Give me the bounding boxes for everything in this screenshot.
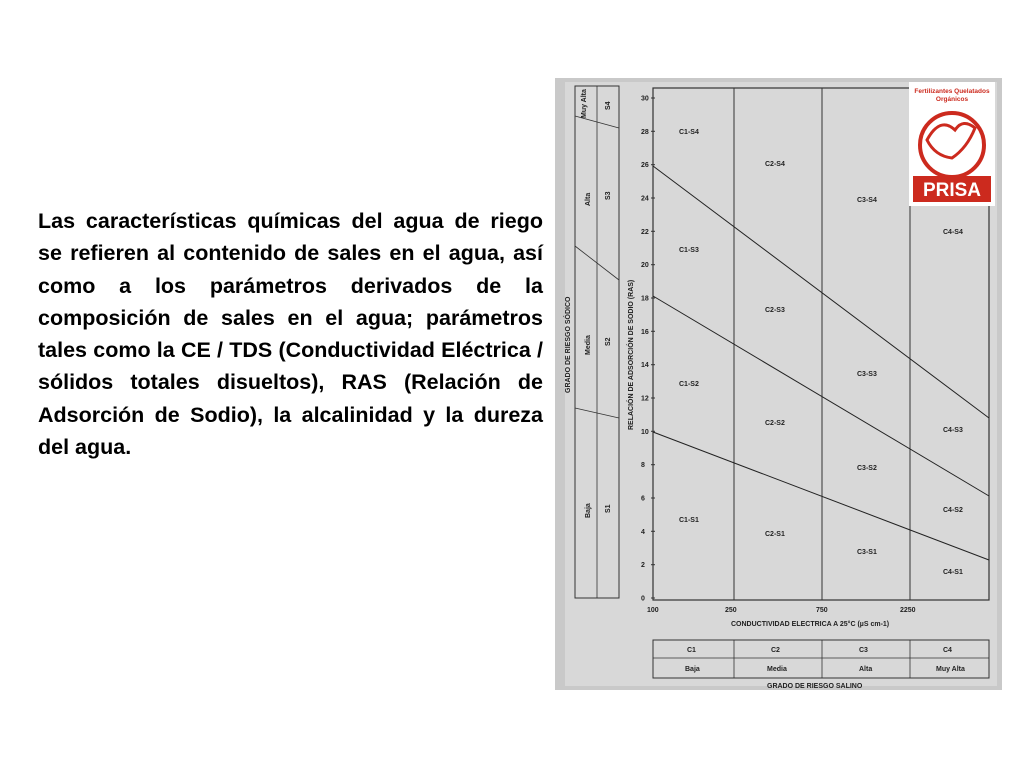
region-c1-s3: C1-S3 bbox=[679, 247, 699, 254]
saline-grade-c4: Muy Alta bbox=[936, 666, 965, 673]
y-tick-14: 14 bbox=[641, 362, 649, 370]
sodium-code-3: S2 bbox=[605, 337, 612, 346]
saline-code-c4: C4 bbox=[943, 647, 952, 654]
region-c1-s1: C1-S1 bbox=[679, 517, 699, 524]
y-tick-22: 22 bbox=[641, 228, 649, 236]
y-tick-2: 2 bbox=[641, 562, 645, 570]
region-c2-s2: C2-S2 bbox=[765, 420, 785, 427]
y-axis-label: RELACIÓN DE ADSORCIÓN DE SODIO (RAS) bbox=[628, 279, 635, 430]
sodium-grade-1: Muy Alta bbox=[581, 89, 588, 118]
salinity-sodicity-diagram bbox=[555, 78, 1002, 690]
region-c4-s2: C4-S2 bbox=[943, 507, 963, 514]
y-tick-10: 10 bbox=[641, 428, 649, 436]
sodium-code-4: S1 bbox=[605, 504, 612, 513]
sodium-code-2: S3 bbox=[605, 191, 612, 200]
sodium-code-1: S4 bbox=[605, 101, 612, 110]
y-tick-6: 6 bbox=[641, 495, 645, 503]
region-c4-s1: C4-S1 bbox=[943, 569, 963, 576]
saline-code-c1: C1 bbox=[687, 647, 696, 654]
region-c2-s3: C2-S3 bbox=[765, 307, 785, 314]
y-tick-0: 0 bbox=[641, 595, 645, 603]
region-c1-s4: C1-S4 bbox=[679, 129, 699, 136]
region-c3-s4: C3-S4 bbox=[857, 197, 877, 204]
saline-axis-title: GRADO DE RIESGO SALINO bbox=[767, 683, 863, 690]
x-tick-100: 100 bbox=[647, 607, 659, 614]
y-tick-8: 8 bbox=[641, 462, 645, 470]
region-c2-s1: C2-S1 bbox=[765, 531, 785, 538]
saline-code-c2: C2 bbox=[771, 647, 780, 654]
y-tick-12: 12 bbox=[641, 395, 649, 403]
region-c4-s4: C4-S4 bbox=[943, 229, 963, 236]
y-tick-24: 24 bbox=[641, 195, 649, 203]
saline-grade-c1: Baja bbox=[685, 666, 700, 673]
region-c3-s3: C3-S3 bbox=[857, 371, 877, 378]
x-axis-label: CONDUCTIVIDAD ELECTRICA A 25°C (µS cm-1) bbox=[731, 621, 890, 628]
y-tick-26: 26 bbox=[641, 162, 649, 170]
sodium-grade-2: Alta bbox=[585, 192, 592, 206]
x-tick-750: 750 bbox=[816, 607, 828, 614]
y-tick-28: 28 bbox=[641, 128, 649, 136]
saline-grade-c3: Alta bbox=[859, 666, 873, 673]
sodium-grade-4: Baja bbox=[585, 503, 592, 518]
logo-line-2: Orgánicos bbox=[935, 96, 969, 103]
y-tick-16: 16 bbox=[641, 328, 649, 336]
y-tick-30: 30 bbox=[641, 95, 649, 103]
y-tick-18: 18 bbox=[641, 295, 649, 303]
x-tick-2250: 2250 bbox=[900, 607, 916, 614]
description-paragraph: Las características químicas del agua de riego se refieren al contenido de sales en el agua, así como a los parámetros derivados de la composición de sales en el agua; parámetros tales como la CE / TDS (Conductividad Eléctrica / sólidos totales disueltos), RAS (Relación de Adsorción de Sodio), la alcalinidad y la dureza del agua. bbox=[38, 209, 543, 460]
sodium-axis-title: GRADO DE RIESGO SÓDICO bbox=[565, 296, 572, 393]
region-c3-s1: C3-S1 bbox=[857, 549, 877, 556]
region-c4-s3: C4-S3 bbox=[943, 427, 963, 434]
saline-code-c3: C3 bbox=[859, 647, 868, 654]
region-c2-s4: C2-S4 bbox=[765, 161, 785, 168]
x-tick-250: 250 bbox=[725, 607, 737, 614]
prisa-logo bbox=[909, 82, 995, 206]
sodium-grade-3: Media bbox=[585, 335, 592, 355]
y-tick-4: 4 bbox=[641, 528, 645, 536]
region-c1-s2: C1-S2 bbox=[679, 381, 699, 388]
saline-grade-c2: Media bbox=[767, 666, 787, 673]
y-tick-20: 20 bbox=[641, 262, 649, 270]
logo-brand: PRISA bbox=[922, 180, 982, 201]
region-c3-s2: C3-S2 bbox=[857, 465, 877, 472]
logo-line-1: Fertilizantes Quelatados bbox=[914, 88, 990, 95]
